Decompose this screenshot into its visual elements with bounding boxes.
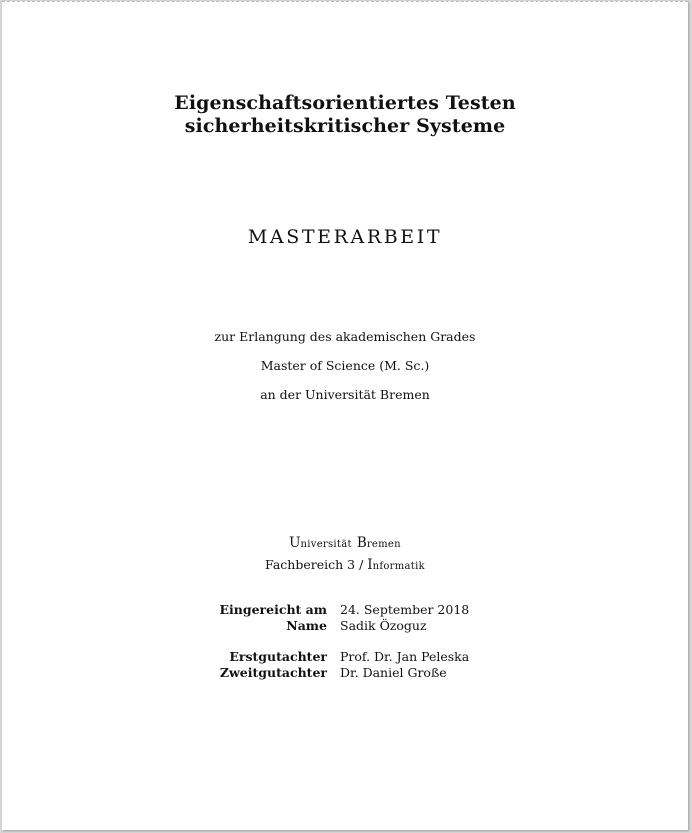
department-initial-i: I	[367, 557, 373, 573]
detail-row-name	[2, 618, 688, 634]
thesis-title	[2, 92, 688, 138]
department-prefix: Fachbereich 3 /	[265, 557, 368, 572]
detail-value: Dr. Daniel Große	[340, 665, 447, 680]
detail-label: Name	[286, 618, 327, 633]
detail-label: Eingereicht am	[219, 602, 327, 617]
university-initial-u: U	[289, 535, 301, 551]
detail-row-first-reviewer	[2, 649, 688, 665]
detail-value: Sadik Özoguz	[340, 618, 427, 633]
university-initial-b: B	[356, 535, 367, 551]
university-rest-1: niversität	[300, 539, 352, 550]
thesis-title-line-2: sicherheitskritischer Systeme	[184, 115, 506, 137]
purpose-line-1: zur Erlangung des akademischen Grades	[214, 329, 476, 344]
university-rest-2: remen	[366, 539, 401, 550]
detail-row-second-reviewer	[2, 665, 688, 681]
department-rest: nformatik	[372, 561, 425, 572]
thesis-title-line-1: Eigenschaftsorientiertes Testen	[174, 92, 516, 114]
detail-row-submitted	[2, 602, 688, 618]
detail-value: Prof. Dr. Jan Peleska	[340, 649, 470, 664]
detail-label: Erstgutachter	[229, 649, 327, 664]
document-page	[2, 1, 688, 830]
department-name	[2, 554, 688, 573]
purpose-line-2: Master of Science (M. Sc.)	[260, 358, 430, 373]
degree-type: MASTERARBEIT	[247, 226, 443, 248]
purpose-line-3: an der Universität Bremen	[260, 387, 430, 402]
university-name	[2, 532, 688, 551]
detail-label: Zweitgutachter	[219, 665, 327, 680]
detail-value: 24. September 2018	[340, 602, 470, 617]
